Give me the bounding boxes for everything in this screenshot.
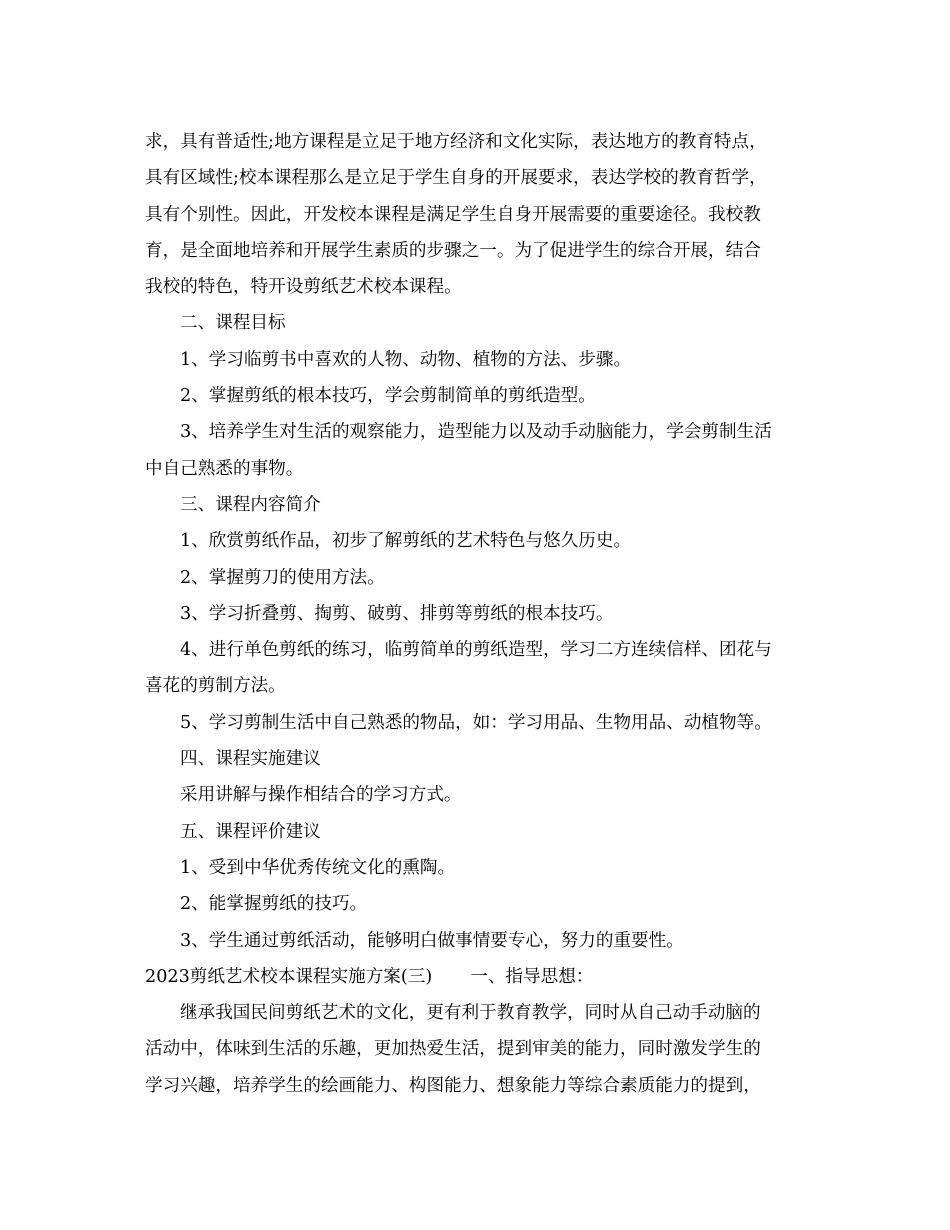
list-item-continuation: 喜花的剪制方法。 <box>145 676 286 697</box>
paragraph-line: 采用讲解与操作相结合的学习方式。 <box>180 785 462 806</box>
paragraph-line: 活动中，体味到生活的乐趣，更加热爱生活，提到审美的能力，同时激发学生的 <box>145 1039 761 1060</box>
section-heading: 五、课程评价建议 <box>180 821 321 842</box>
list-item: 5、学习剪制生活中自己熟悉的物品，如：学习用品、生物用品、动植物等。 <box>180 712 772 733</box>
list-item-continuation: 中自己熟悉的事物。 <box>145 458 304 479</box>
list-item: 2、掌握剪刀的使用方法。 <box>180 567 385 588</box>
section-title: 2023剪纸艺术校本课程实施方案(三) <box>145 966 433 987</box>
paragraph-line: 我校的特色，特开设剪纸艺术校本课程。 <box>145 277 462 298</box>
paragraph-line: 具有区域性;校本课程那么是立足于学生自身的开展要求，表达学校的教育哲学， <box>145 168 767 189</box>
document-body <box>145 124 805 1104</box>
paragraph-line: 求，具有普适性;地方课程是立足于地方经济和文化实际，表达地方的教育特点， <box>145 132 767 152</box>
paragraph-line: 继承我国民间剪纸艺术的文化，更有利于教育教学，同时从自己动手动脑的 <box>180 1003 761 1024</box>
list-item: 4、进行单色剪纸的练习，临剪简单的剪纸造型，学习二方连续信样、团花与 <box>180 640 772 661</box>
list-item: 2、掌握剪纸的根本技巧，学会剪制简单的剪纸造型。 <box>180 386 596 407</box>
paragraph-line: 育，是全面地培养和开展学生素质的步骤之一。为了促进学生的综合开展，结合 <box>145 240 761 261</box>
section-subtitle: 一、指导思想： <box>470 966 594 987</box>
list-item: 3、学习折叠剪、掏剪、破剪、排剪等剪纸的根本技巧。 <box>180 603 614 624</box>
list-item: 2、能掌握剪纸的技巧。 <box>180 894 368 915</box>
list-item: 3、学生通过剪纸活动，能够明白做事情要专心，努力的重要性。 <box>180 930 684 951</box>
paragraph-line: 具有个别性。因此，开发校本课程是满足学生自身开展需要的重要途径。我校教 <box>145 204 761 225</box>
paragraph-line: 学习兴趣，培养学生的绘画能力、构图能力、想象能力等综合素质能力的提到， <box>145 1075 761 1096</box>
section-heading: 二、课程目标 <box>180 313 286 334</box>
section-title-line <box>145 959 805 995</box>
list-item: 1、受到中华优秀传统文化的熏陶。 <box>180 857 456 878</box>
list-item: 1、学习临剪书中喜欢的人物、动物、植物的方法、步骤。 <box>180 349 632 370</box>
section-heading: 四、课程实施建议 <box>180 749 321 770</box>
section-heading: 三、课程内容简介 <box>180 494 321 515</box>
list-item: 3、培养学生对生活的观察能力，造型能力以及动手动脑能力，学会剪制生活 <box>180 422 772 443</box>
list-item: 1、欣赏剪纸作品，初步了解剪纸的艺术特色与悠久历史。 <box>180 531 632 552</box>
